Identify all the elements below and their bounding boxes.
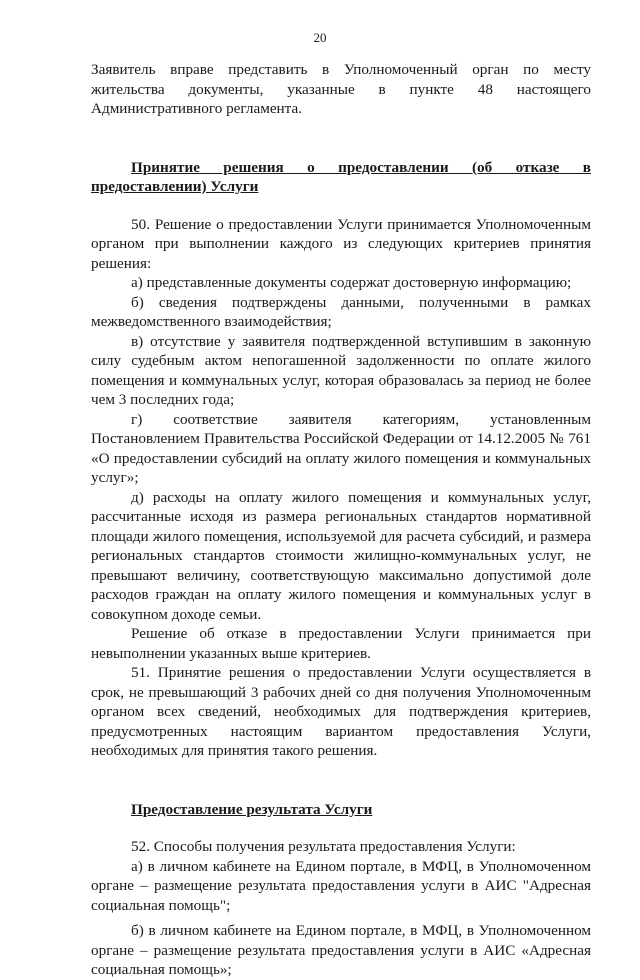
paragraph-50a: а) представленные документы содержат достоверную информацию;	[131, 274, 572, 291]
section-heading-decision: Принятие решения о предоставлении (об отказе в предоставлении) Услуги	[91, 158, 591, 195]
paragraph-50: 50. Решение о предоставлении Услуги принимается Уполномоченным органом при выполнении каждого из следующих критериев принятия решения:	[91, 215, 591, 272]
paragraph-50d: д) расходы на оплату жилого помещения и коммунальных услуг, рассчитанные исходя из размера региональных стандартов нормативной площади жилого помещения, используемой для расчета субсидий, и размера региональных стандартов стоимости жилищно-коммунальных услуг, не превышают величину, соответствующую максимально допустимой доле расходов граждан на оплату жилого помещения и коммунальных услуг в совокупном доходе семьи.	[91, 488, 591, 623]
paragraph-52: 52. Способы получения результата предоставления Услуги:	[131, 838, 516, 855]
page-number: 20	[313, 30, 327, 45]
paragraph-52a: а) в личном кабинете на Едином портале, в МФЦ, в Уполномоченном органе – размещение результата предоставления услуги в АИС "Адресная социальная помощь";	[91, 857, 591, 914]
document-body	[91, 60, 591, 980]
paragraph-52b: б) в личном кабинете на Едином портале, в МФЦ, в Уполномоченном органе – размещение результата предоставления услуги в АИС «Адресная социальная помощь»;	[91, 922, 591, 978]
intro-paragraph: Заявитель вправе представить в Уполномоченный орган по месту жительства документы, указанные в пункте 48 настоящего Административного регламента.	[91, 61, 591, 117]
paragraph-50g: г) соответствие заявителя категориям, установленным Постановлением Правительства Российской Федерации от 14.12.2005 № 761 «О предоставлении субсидий на оплату жилого помещения и коммунальных услуг»;	[91, 410, 591, 486]
paragraph-refusal: Решение об отказе в предоставлении Услуги принимается при невыполнении указанных выше критериев.	[91, 625, 591, 662]
paragraph-50b: б) сведения подтверждены данными, полученными в рамках межведомственного взаимодействия;	[91, 293, 591, 330]
paragraph-51: 51. Принятие решения о предоставлении Услуги осуществляется в срок, не превышающий 3 рабочих дней со дня получения Уполномоченным органом всех сведений, необходимых для подтверждения критериев, предусмотренных настоящим вариантом предоставления Услуги, необходимых для принятия такого решения.	[91, 664, 591, 759]
paragraph-50c: в) отсутствие у заявителя подтвержденной вступившим в законную силу судебным актом непогашенной задолженности по оплате жилого помещения и коммунальных услуг, которая образовалась за период не более чем 3 последних года;	[91, 332, 591, 408]
section-heading-result: Предоставление результата Услуги	[131, 800, 373, 818]
